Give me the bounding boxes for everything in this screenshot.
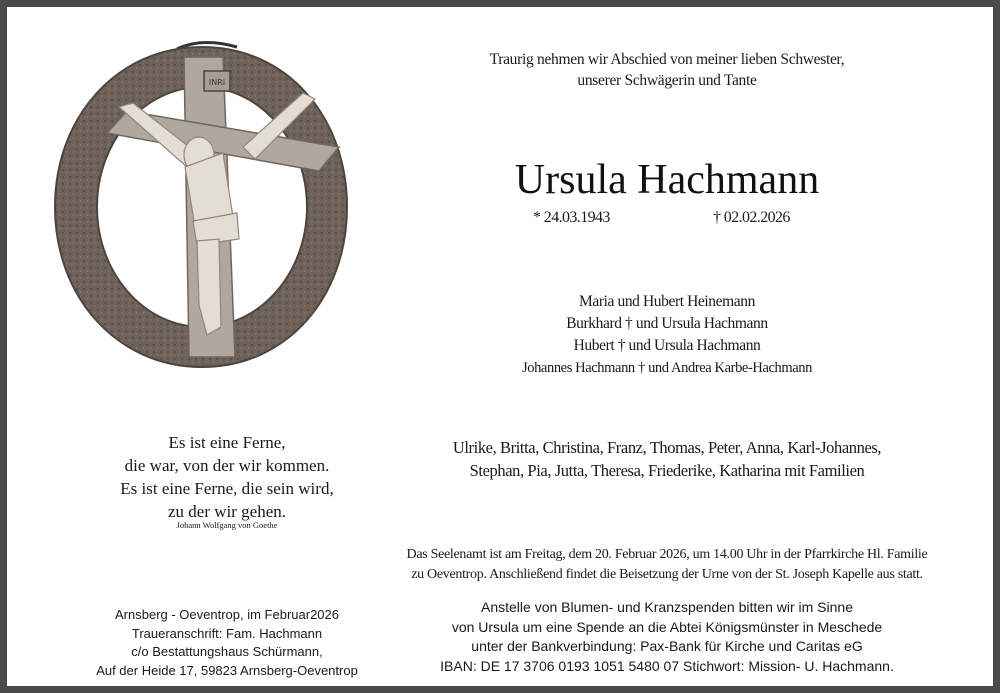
grandchildren-line-1: Ulrike, Britta, Christina, Franz, Thomas, Peter, Anna, Karl-Johannes, <box>452 438 882 457</box>
intro-text <box>437 49 897 91</box>
family-line-1: Maria und Hubert Heinemann <box>579 293 755 310</box>
crucifix-icon <box>47 35 357 380</box>
donation-line-4: IBAN: DE 17 3706 0193 1051 5480 07 Stichwort: Mission- U. Hachmann. <box>440 657 894 674</box>
service-notice <box>367 545 967 585</box>
family-list <box>437 291 897 379</box>
address-line-3: c/o Bestattungshaus Schürmann, <box>131 644 323 659</box>
quote-line-1: Es ist eine Ferne, <box>168 433 286 452</box>
donation-line-3: unter der Bankverbindung: Pax-Bank für Kirche und Caritas eG <box>471 638 863 654</box>
family-line-4: Johannes Hachmann † und Andrea Karbe-Hachmann <box>521 360 813 376</box>
quote-line-2: die war, von der wir kommen. <box>124 456 330 475</box>
intro-line-1: Traurig nehmen wir Abschied von meiner lieben Schwester, <box>489 51 845 68</box>
address-line-2: Traueranschrift: Fam. Hachmann <box>131 625 323 641</box>
grandchildren-line-2: Stephan, Pia, Jutta, Theresa, Friederike, Katharina mit Familien <box>469 461 865 480</box>
quote-author: Johann Wolfgang von Goethe <box>176 520 278 530</box>
donation-line-2: von Ursula um eine Spende an die Abtei Königsmünster in Meschede <box>451 618 883 635</box>
donation-notice <box>397 598 937 676</box>
family-line-2: Burkhard † und Ursula Hachmann <box>566 315 768 332</box>
donation-line-1: Anstelle von Blumen- und Kranzspenden bitten wir im Sinne <box>481 599 853 615</box>
quote-line-3: Es ist eine Ferne, die sein wird, <box>120 479 334 498</box>
intro-line-2: unserer Schwägerin und Tante <box>577 72 757 89</box>
deceased-name: Ursula Hachmann <box>514 157 820 203</box>
service-line-1: Das Seelenamt ist am Freitag, dem 20. Februar 2026, um 14.00 Uhr in der Pfarrkirche Hl. Familie <box>406 547 928 562</box>
family-line-3: Hubert † und Ursula Hachmann <box>573 337 761 354</box>
address-line-4: Auf der Heide 17, 59823 Arnsberg-Oeventrop <box>96 662 358 678</box>
address-line-1: Arnsberg - Oeventrop, im Februar2026 <box>115 607 339 622</box>
mourning-address <box>47 606 407 680</box>
death-date: † 02.02.2026 <box>713 209 790 226</box>
quote-line-4: zu der wir gehen. <box>167 502 286 521</box>
service-line-2: zu Oeventrop. Anschließend findet die Beisetzung der Urne von der St. Joseph Kapelle aus statt. <box>411 567 923 582</box>
goethe-quote <box>67 431 387 523</box>
birth-date: * 24.03.1943 <box>533 209 610 226</box>
grandchildren-list <box>407 436 927 482</box>
inri-label: INRI <box>208 78 226 87</box>
